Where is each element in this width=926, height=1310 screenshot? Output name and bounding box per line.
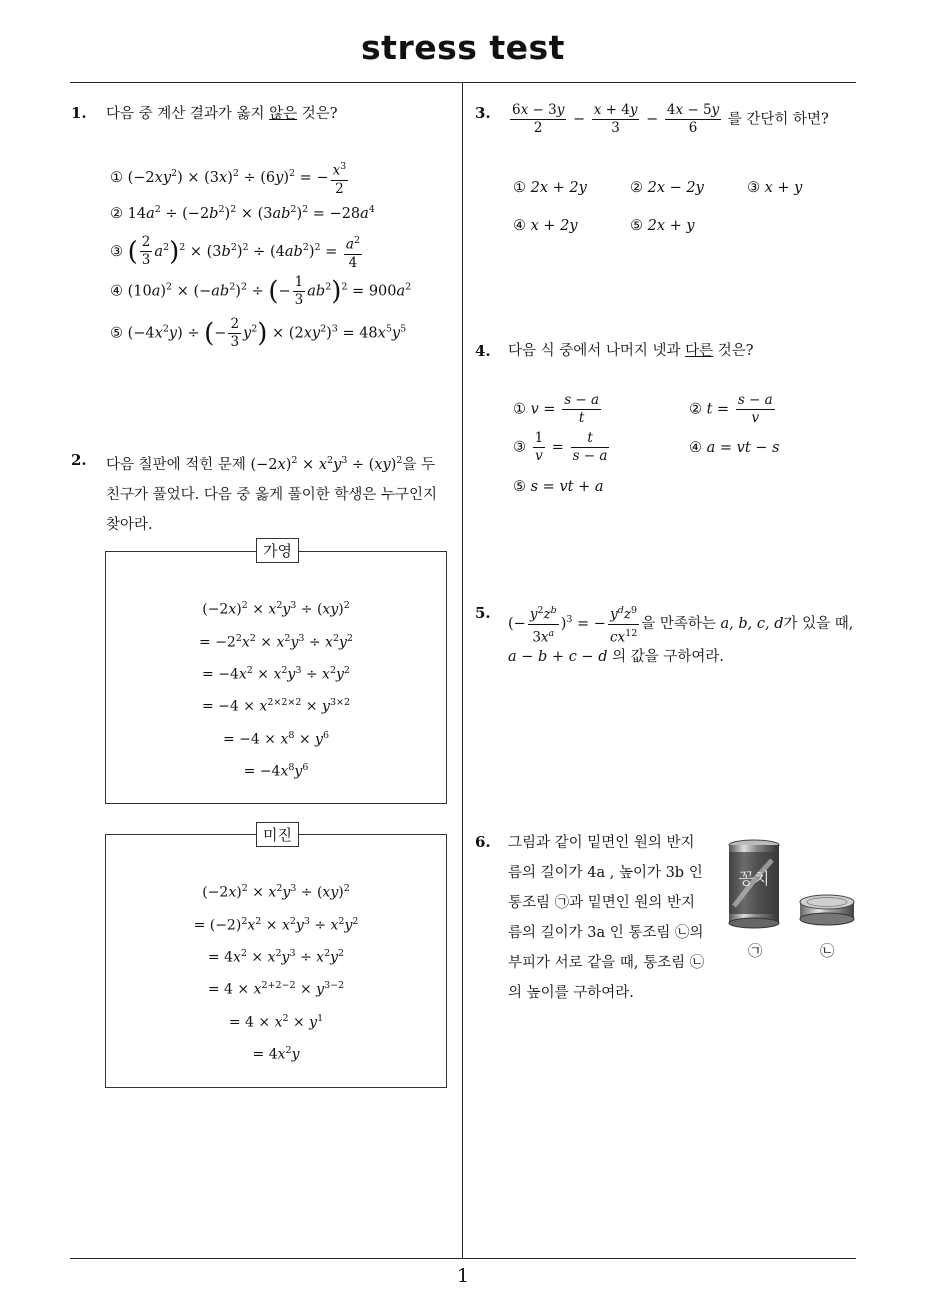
- q1-option-1[interactable]: ① $(-2xy^2) \times (3x)^2 \div (6y)^2$ = − $\frac{x^3}{2}$: [110, 158, 350, 198]
- mijin-step-3: = $4x^2 \times x^2y^3 \div x^2y^2$: [207, 948, 345, 966]
- q6-number: 6.: [475, 833, 491, 851]
- q1-option-3[interactable]: ③ ( $\frac{2}{3}$ $a^2)^2 \times (3b^2)^2 \div (4ab^2)^2$ = $\frac{a^2}{4}$: [110, 232, 364, 272]
- mijin-step-6: = $4x^2y$: [252, 1045, 300, 1063]
- short-can-image: [797, 893, 857, 927]
- gayeong-step-5: = $-4 \times x^8 \times y^6$: [222, 730, 329, 748]
- page-title: stress test: [361, 28, 565, 67]
- mijin-step-4: = $4 \times x^{2+2-2} \times y^{3-2}$: [207, 980, 345, 998]
- gayeong-step-3: = $-4x^2 \times x^2y^3 \div x^2y^2$: [202, 665, 350, 683]
- q1-text: 다음 중 계산 결과가 옳지 않은 것은?: [106, 106, 338, 122]
- page-number: 1: [456, 1265, 470, 1287]
- svg-text:꽁치: 꽁치: [738, 869, 770, 888]
- mijin-step-2: = $(-2)^2x^2 \times x^2y^3 \div x^2y^2$: [193, 916, 359, 934]
- column-divider: [462, 83, 463, 1259]
- q1-option-5[interactable]: ⑤ $(-4x^2y)$ ÷ (− $\frac{2}{3}$ $y^2) \times (2xy^2)^3 = 48x^5y^5$: [110, 316, 407, 350]
- q3-option-1[interactable]: ① 2x + 2y: [513, 180, 587, 196]
- mijin-step-1: $(-2x)^2 \times x^2y^3 \div (xy)^2$: [202, 883, 350, 901]
- q4-text: 다음 식 중에서 나머지 넷과 다른 것은?: [508, 343, 754, 359]
- tall-can-image: [726, 838, 782, 930]
- q4-option-1[interactable]: ① v = $\frac{s - a}{t}$: [513, 392, 600, 426]
- q4-option-3[interactable]: ③ $\frac{1}{v}$ = $\frac{t}{s - a}$: [513, 430, 608, 464]
- q2-number: 2.: [71, 451, 87, 469]
- q5-text: a − b + c − d 의 값을 구하여라.: [508, 649, 724, 665]
- gayeong-step-4: = $-4 \times x^{2\times 2\times 2} \times y^{3\times 2}$: [201, 697, 351, 715]
- student-label-gayeong: 가영: [256, 538, 299, 563]
- q1-option-4[interactable]: ④ $(10a)^2 \times (-ab^2)^2$ ÷ (− $\frac{1}{3}$ $ab^2)^2 = 900a^2$: [110, 274, 412, 308]
- can-label-1: ㉠: [748, 944, 763, 960]
- gayeong-step-1: $(-2x)^2 \times x^2y^3 \div (xy)^2$: [202, 600, 350, 618]
- q4-option-2[interactable]: ② t = $\frac{s - a}{v}$: [689, 392, 773, 426]
- gayeong-step-2: = $-2^2x^2 \times x^2y^3 \div x^2y^2$: [199, 633, 353, 651]
- q1-number: 1.: [71, 104, 87, 122]
- q3-option-4[interactable]: ④ x + 2y: [513, 218, 578, 234]
- top-rule: [70, 82, 856, 83]
- gayeong-step-6: = $-4x^8y^6$: [243, 762, 309, 780]
- solution-box-mijin: [105, 834, 447, 1088]
- q3-expression: $\frac{6x - 3y}{2}$ − $\frac{x + 4y}{3}$ − $\frac{4x - 5y}{6}$ 를 간단히 하면?: [512, 102, 829, 136]
- q5-number: 5.: [475, 604, 491, 622]
- q6-text: 그림과 같이 밑면인 원의 반지 름의 길이가 4a , 높이가 3b 인 통조림 ㉠과 밑면인 원의 반지 름의 길이가 3a 인 통조림 ㉡의 부피가 서로 같을 때, 통조림 ㉡ 의 높이를 구하여라.: [508, 835, 705, 1001]
- mijin-step-5: = $4 \times x^2 \times y^1$: [228, 1013, 324, 1031]
- can-label-2: ㉡: [820, 944, 835, 960]
- q3-number: 3.: [475, 104, 491, 122]
- q2-text: 다음 칠판에 적힌 문제 $(-2x)^2 \times x^2y^3 \div (xy)^2$을 두 친구가 풀었다. 다음 중 옳게 풀이한 학생은 누구인지 찾아라.: [106, 455, 438, 533]
- q3-option-5[interactable]: ⑤ 2x + y: [630, 218, 695, 234]
- q3-option-3[interactable]: ③ x + y: [747, 180, 803, 196]
- student-label-mijin: 미진: [256, 822, 299, 847]
- solution-box-gayeong: [105, 551, 447, 804]
- q4-option-4[interactable]: ④ a = vt − s: [689, 440, 780, 456]
- q5-expression: (− $\frac{y^2z^b}{3x^a}$ )$^3$ = − $\frac{y^dz^9}{cx^{12}}$ 을 만족하는 a, b, c, d가 있을 때,: [508, 602, 853, 646]
- bottom-rule: [70, 1258, 856, 1259]
- q4-number: 4.: [475, 342, 491, 360]
- q4-option-5[interactable]: ⑤ s = vt + a: [513, 479, 604, 495]
- q1-option-2[interactable]: ② $14a^2 \div (-2b^2)^2 \times (3ab^2)^2 = -28a^4$: [110, 204, 375, 222]
- q3-option-2[interactable]: ② 2x − 2y: [630, 180, 704, 196]
